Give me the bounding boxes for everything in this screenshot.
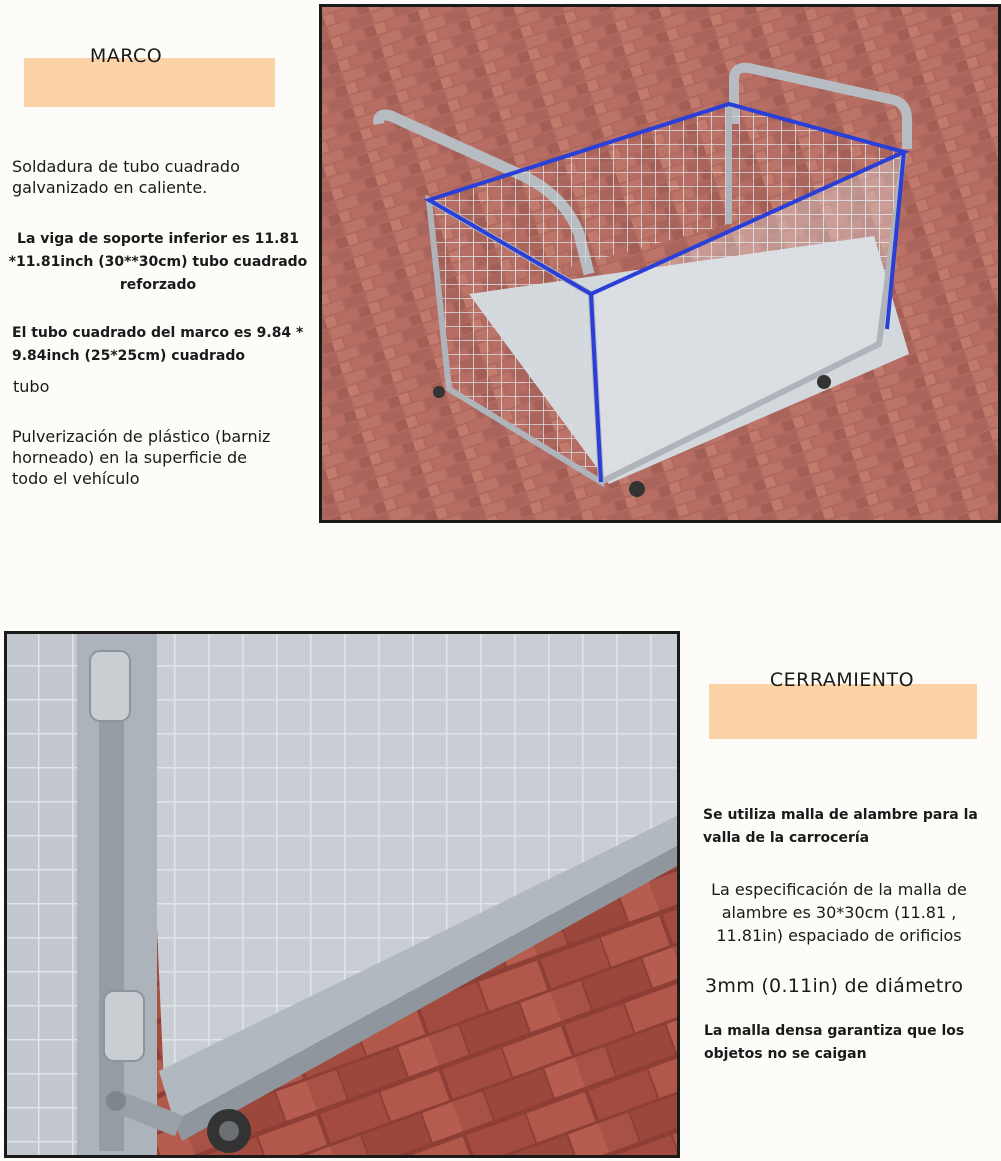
enclosure-heading-bar — [709, 684, 977, 739]
frame-line-1: Soldadura de tubo cuadrado galvanizado en caliente. — [12, 157, 240, 197]
frame-line-5: Pulverización de plástico (barniz horneado) en la superficie de todo el vehículo — [12, 427, 271, 488]
frame-heading: MARCO — [89, 45, 163, 67]
enclosure-line-4: La malla densa garantiza que los objetos no se caigan — [704, 1023, 965, 1062]
enclosure-line-1: Se utiliza malla de alambre para la valla de la carrocería — [703, 807, 978, 846]
enclosure-line-3: 3mm (0.11in) de diámetro — [705, 975, 964, 997]
enclosure-heading: CERRAMIENTO — [769, 669, 915, 691]
frame-line-3: El tubo cuadrado del marco es 9.84 * 9.84inch (25*25cm) cuadrado — [12, 325, 304, 364]
mesh-closeup-photo — [4, 631, 680, 1158]
frame-line-2: La viga de soporte inferior es 11.81 *11.81inch (30**30cm) tubo cuadrado reforzado — [8, 231, 308, 293]
enclosure-line-2: La especificación de la malla de alambre es 30*30cm (11.81 , 11.81in) espaciado de orificios — [711, 880, 967, 945]
cart-photo — [319, 4, 1001, 523]
frame-line-4: tubo — [13, 377, 50, 396]
